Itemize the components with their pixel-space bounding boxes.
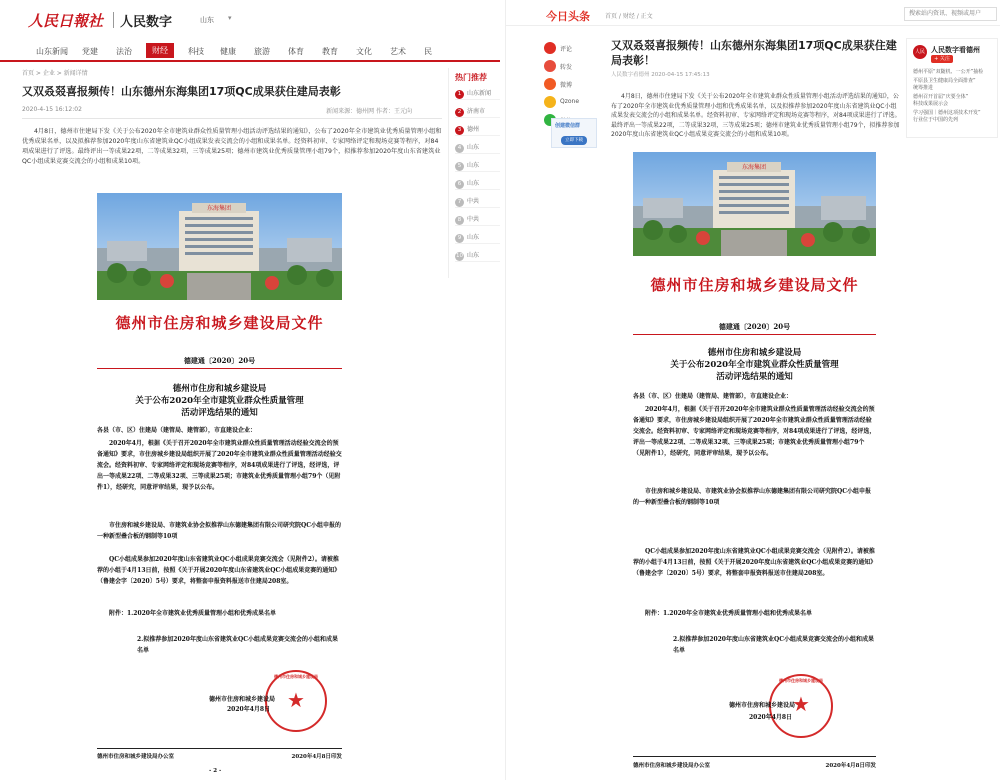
document-heading-3: 活动评选结果的通知 [181, 408, 258, 418]
document-heading-1: 德州市住房和城乡建设局 [707, 348, 802, 358]
related-news[interactable]: 德州平原“双随机、一公开”抽检 [913, 69, 984, 75]
article-meta: 人民数字看德州 2020-04-15 17:45:13 [611, 72, 710, 78]
document-body-2: 市住房和城乡建设局、市建筑业协会拟推荐山东德建集团有限公司研究院QC小组申报的一种新型叠合板的钢制等10项 [633, 488, 872, 506]
building-photo [97, 193, 342, 300]
nav-item[interactable]: 科技 [188, 47, 204, 56]
site-header [0, 0, 500, 38]
toutiao-logo[interactable]: 今日头条 [546, 10, 590, 23]
article-title: 又双叒叕喜报频传！山东德州东海集团17项QC成果获住建局表彰！ [611, 39, 897, 67]
nav-item[interactable]: 民 [424, 47, 432, 56]
author-name[interactable]: 人民数字看德州 [931, 46, 980, 54]
article-paragraph: 4月8日，德州市住建局下发《关于公布2020年全市建筑业群众性质量管理小组活动评选结果的通知》，公布了2020年全市建筑业优秀质量管理小组和优秀成果名单，以及拟推荐参加2020年度山东省建筑业QC小组成果发表交流会的小组和成果名单。经资料初审、专家网络评定和现场竞赛等程序，对84项成果进行了评选。最终评出一等成果22项，二等成果32项，三等成果25项；德州市建筑业优秀质量管理小组79个，拟推荐参加2020年度山东省建筑业QC小组成果竞赛交流会的小组和成果10项。 [22, 128, 442, 165]
divider [22, 118, 442, 119]
article-title: 又双叒叕喜报频传！山东德州东海集团17项QC成果获住建局表彰 [22, 85, 341, 98]
sidebar-item[interactable]: 3 德州 [455, 124, 500, 136]
follow-button[interactable]: + 关注 [931, 55, 953, 63]
comment-share[interactable]: 评论 [544, 40, 604, 58]
document-heading-2: 关于公布2020年全市建筑业群众性质量管理 [135, 396, 304, 406]
seal-star-icon: ★ [287, 688, 305, 712]
repost-share[interactable]: 转发 [544, 58, 604, 76]
document-salutation: 各县（市、区）住建局（建管局、建管部），市直建设企业： [633, 393, 793, 400]
related-news[interactable]: 平原县卫生健康局全面排查” [913, 78, 976, 84]
document-signer: 德州市住房和城乡建设局 [729, 702, 796, 709]
document-body-3: QC小组成果参加2020年度山东省建筑业QC小组成果竞赛交流会（见附件2）。请被推荐的小组于4月13日前，按照《关于开展2020年度山东省建筑业QC小组成果竞赛的通知》（鲁建会字〔2020〕5号）要求，将整套申报资料报送市住建局208室。 [633, 548, 875, 577]
right-screenshot [505, 0, 1000, 780]
download-button[interactable]: 立即下载 [561, 136, 587, 145]
logo-divider [113, 12, 114, 28]
nav-item[interactable]: 健康 [220, 47, 236, 56]
brand-name[interactable]: 人民数字 [120, 15, 173, 30]
building-sign: 东海集团 [206, 205, 232, 212]
weibo-share[interactable]: 微博 [544, 76, 604, 94]
document-title: 德州市住房和城乡建设局文件 [650, 276, 859, 294]
document-heading-2: 关于公布2020年全市建筑业群众性质量管理 [670, 360, 839, 370]
related-news[interactable]: 科技成果展示会 [913, 101, 949, 107]
weibo-icon [544, 78, 556, 90]
official-document [633, 262, 876, 780]
related-news[interactable]: 学习强国｜德州这项技术开发” [913, 110, 981, 116]
article-date: 2020-4-15 16:12:02 [22, 106, 82, 113]
article-paragraph: 4月8日，德州市住建局下发《关于公布2020年全市建筑业群众性质量管理小组活动评选结果的通知》，公布了2020年全市建筑业优秀质量管理小组和优秀成果名单，以及拟推荐参加2020年度山东省建筑业QC小组成果发表交流会的小组和成果名单。经资料初审、专家网络评定和现场竞赛等程序，对84项成果进行了评选。最终评出一等成果22项，二等成果32项，三等成果25项；德州市建筑业优秀质量管理小组79个，拟推荐参加2020年度山东省建筑业QC小组成果竞赛交流会的小组和成果10项。 [611, 93, 901, 138]
document-body-1: 2020年4月，根据《关于召开2020年全市建筑业群众性质量管理活动经验交流会的预备通知》要求，市住房城乡建设局组织开展了2020年全市建筑业群众性质量管理活动经验交流会。经资料初审、专家网络评定和现场竞赛等程序，对84项成果进行了评选，经评选，评出一等成果22项、二等成果32项、三等成果25项；市建筑业优秀质量管理小组79个（见附件1），经研究，同意评审结果，现予以公布。 [633, 406, 876, 457]
hot-sidebar [448, 68, 500, 278]
document-title: 德州市住房和城乡建设局文件 [115, 314, 324, 332]
official-document [97, 308, 342, 780]
document-salutation: 各县（市、区）住建局（建管局、建管部），市直建设企业： [97, 427, 257, 434]
related-news[interactable]: 行业位于中国的先列 [913, 117, 959, 123]
footer-rule [97, 748, 342, 749]
document-attachment-1: 附件：1.2020年全市建筑业优秀质量管理小组和优秀成果名单 [645, 610, 812, 617]
sidebar-item[interactable]: 9 山东 [455, 232, 500, 244]
search-input[interactable] [904, 7, 997, 21]
breadcrumb[interactable]: 首页 > 企业 > 新闻详情 [22, 70, 88, 77]
sidebar-item[interactable]: 7 中共 [455, 196, 500, 208]
people-daily-logo[interactable]: 人民日報社 [28, 12, 104, 30]
sidebar-item[interactable]: 8 中共 [455, 214, 500, 226]
qr-title: 创建微信群 [555, 123, 581, 129]
nav-item-active[interactable]: 财经 [146, 43, 174, 58]
qzone-icon [544, 96, 556, 108]
document-page-number: - 2 - [209, 768, 222, 774]
nav-item[interactable]: 教育 [322, 47, 338, 56]
comment-icon [544, 42, 556, 54]
avatar[interactable]: 人民 [913, 45, 927, 59]
footer-rule [633, 756, 876, 757]
document-sign-date: 2020年4月8日 [749, 714, 793, 721]
red-rule [633, 334, 876, 335]
document-attachment-1: 附件：1.2020年全市建筑业优秀质量管理小组和优秀成果名单 [109, 610, 276, 617]
seal-text: 德州市住房和城乡建设局 [779, 678, 823, 683]
nav-item[interactable]: 体育 [288, 47, 304, 56]
document-body-1: 2020年4月，根据《关于召开2020年全市建筑业群众性质量管理活动经验交流会的预备通知》要求，市住房城乡建设局组织开展了2020年全市建筑业群众性质量管理活动经验交流会。经资料初审、专家网络评定和现场竞赛等程序，对84项成果进行了评选，经评选，评出一等成果22项、二等成果32项、三等成果25项；市建筑业优秀质量管理小组79个（见附件1），经研究，同意评审结果，现予以公布。 [97, 440, 342, 491]
sidebar-item[interactable]: 1 山东新闻 [455, 88, 500, 100]
sidebar-item[interactable]: 2 济南市 [455, 106, 500, 118]
breadcrumb[interactable]: 首页 / 财经 / 正文 [605, 13, 653, 20]
toutiao-header [506, 0, 1000, 26]
document-sign-date: 2020年4月8日 [227, 706, 271, 713]
document-heading-1: 德州市住房和城乡建设局 [172, 384, 267, 394]
region-select[interactable]: 山东 [200, 16, 214, 24]
nav-item[interactable]: 旅游 [254, 47, 270, 56]
seal-star-icon: ★ [792, 692, 810, 716]
document-number: 德建通〔2020〕20号 [183, 356, 256, 365]
sidebar-title: 热门推荐 [455, 73, 487, 82]
author-card [906, 38, 998, 138]
building-photo [633, 152, 876, 256]
related-news[interactable]: 德州召开首届“庆要全体” [913, 94, 969, 100]
chevron-down-icon[interactable]: ▾ [228, 14, 232, 22]
document-attachment-2: 2.拟推荐参加2020年度山东省建筑业QC小组成果竞赛交流会的小组和成果名单 [137, 636, 338, 654]
sidebar-item[interactable]: 4 山东 [455, 142, 500, 154]
document-heading-3: 活动评选结果的通知 [716, 372, 793, 382]
document-number: 德建通〔2020〕20号 [718, 322, 791, 331]
document-body-2: 市住房和城乡建设局、市建筑业协会拟推荐山东德建集团有限公司研究院QC小组申报的一种新型叠合板的钢制等10项 [97, 522, 342, 540]
sidebar-item[interactable]: 6 山东 [455, 178, 500, 190]
related-news[interactable]: 统筹推进 [913, 85, 934, 91]
main-nav [0, 42, 500, 62]
repost-icon [544, 60, 556, 72]
sidebar-item[interactable]: 5 山东 [455, 160, 500, 172]
sidebar-item[interactable]: 10 山东 [455, 250, 500, 262]
document-footer-issuer: 德州市住房和城乡建设局办公室 [633, 763, 711, 769]
nav-item[interactable]: 艺术 [390, 47, 406, 56]
document-body-3: QC小组成果参加2020年度山东省建筑业QC小组成果竞赛交流会（见附件2）。请被推荐的小组于4月13日前，按照《关于开展2020年度山东省建筑业QC小组成果竞赛的通知》（鲁建会字〔2020〕5号）要求，将整套申报资料报送市住建局208室。 [97, 556, 341, 585]
document-signer: 德州市住房和城乡建设局 [209, 696, 276, 703]
document-attachment-2: 2.拟推荐参加2020年度山东省建筑业QC小组成果竞赛交流会的小组和成果名单 [673, 636, 874, 654]
article-meta [22, 106, 442, 116]
article-source: 新闻来源：德州网 作者：王元向 [326, 108, 412, 115]
nav-item[interactable]: 文化 [356, 47, 372, 56]
document-footer-date: 2020年4月8日印发 [291, 754, 342, 760]
building-sign: 东海集团 [741, 164, 767, 171]
nav-item[interactable]: 党建 [82, 47, 98, 56]
document-footer-issuer: 德州市住房和城乡建设局办公室 [97, 754, 175, 760]
red-rule [97, 368, 342, 369]
seal-text: 德州市住房和城乡建设局 [274, 674, 318, 679]
qzone-share[interactable]: Qzone [544, 94, 604, 112]
nav-item[interactable]: 法治 [116, 47, 132, 56]
document-footer-date: 2020年4月8日印发 [825, 763, 876, 769]
nav-item[interactable]: 山东新闻 [36, 47, 68, 56]
qr-promo [551, 118, 597, 148]
